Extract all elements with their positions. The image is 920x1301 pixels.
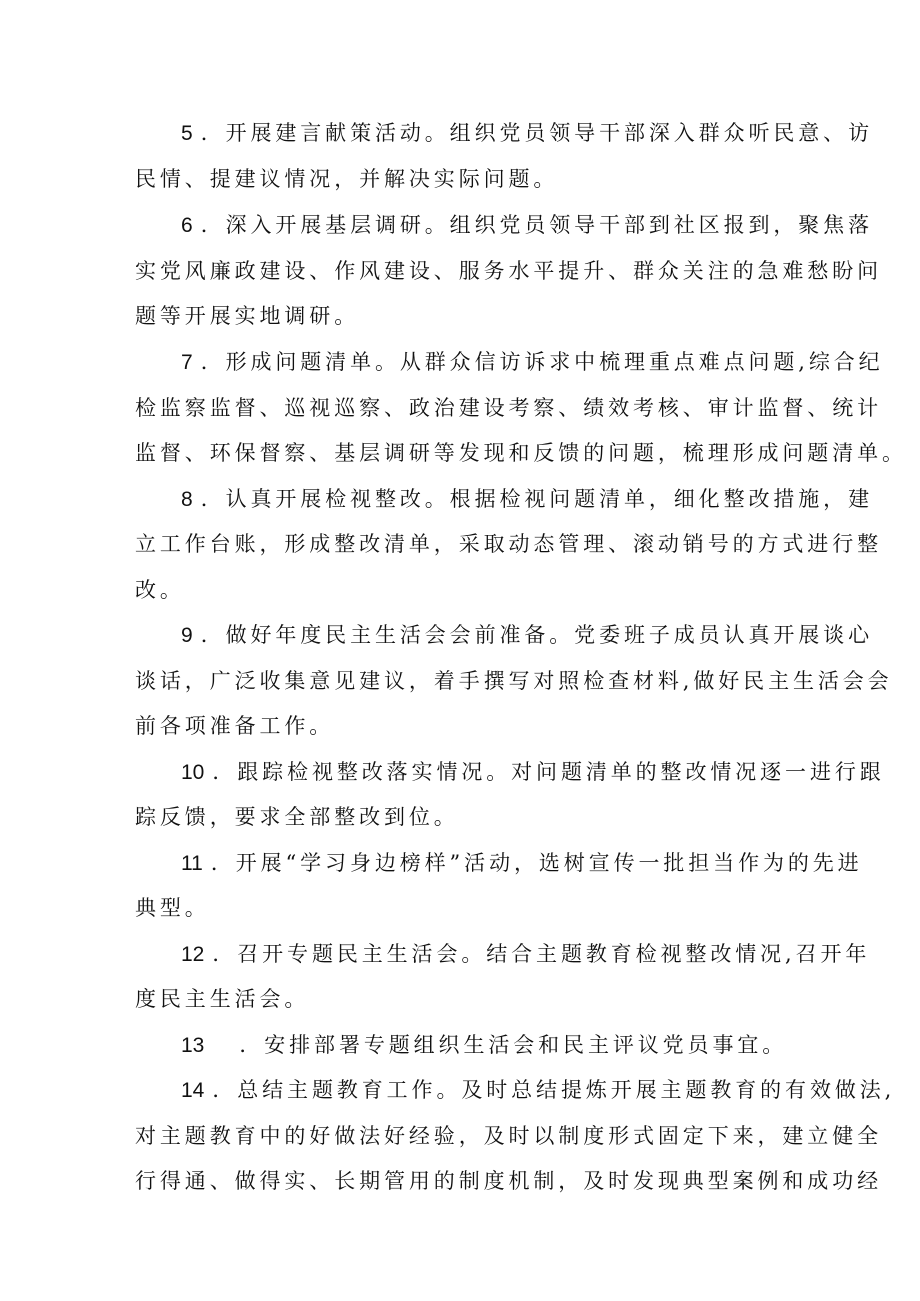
item-number: 14 xyxy=(181,1079,205,1102)
item-text: ．认真开展检视整改。根据检视问题清单，细化整改措施，建 xyxy=(200,487,873,511)
item-text: 题等开展实地调研。 xyxy=(135,304,360,328)
item-text: 民情、提建议情况，并解决实际问题。 xyxy=(135,167,559,191)
item-text: ．开展建言献策活动。组织党员领导干部深入群众听民意、访 xyxy=(200,121,873,145)
item-text: ．总结主题教育工作。及时总结提炼开展主题教育的有效做法, xyxy=(212,1078,896,1102)
item-text: ．召开专题民主生活会。结合主题教育检视整改情况,召开年 xyxy=(212,942,871,966)
item-text: 行得通、做得实、长期管用的制度机制，及时发现典型案例和成功经 xyxy=(135,1169,882,1193)
item-text: ．开展“学习身边榜样”活动，选树宣传一批担当作为的先进 xyxy=(210,851,863,875)
item-text: 对主题教育中的好做法好经验，及时以制度形式固定下来，建立健全 xyxy=(135,1124,882,1148)
item-text: 谈话，广泛收集意见建议，着手撰写对照检查材料,做好民主生活会会 xyxy=(135,669,893,693)
item-number: 7 xyxy=(181,351,193,374)
item-11-line-1 xyxy=(0,843,920,883)
item-12-line-2 xyxy=(0,979,920,1019)
item-14-line-3 xyxy=(0,1161,920,1201)
item-number: 12 xyxy=(181,943,205,966)
item-10-line-1 xyxy=(0,752,920,792)
item-text: 踪反馈，要求全部整改到位。 xyxy=(135,805,459,829)
item-number: 6 xyxy=(181,214,193,237)
item-number: 9 xyxy=(181,624,193,647)
item-text: ．深入开展基层调研。组织党员领导干部到社区报到，聚焦落 xyxy=(200,213,873,237)
item-13-line-1 xyxy=(0,1025,920,1065)
item-14-line-2 xyxy=(0,1116,920,1156)
item-text: ．形成问题清单。从群众信访诉求中梳理重点难点问题,综合纪 xyxy=(200,350,884,374)
item-text: ．做好年度民主生活会会前准备。党委班子成员认真开展谈心 xyxy=(200,623,873,647)
item-text: 立工作台账，形成整改清单，采取动态管理、滚动销号的方式进行整 xyxy=(135,532,882,556)
item-8-line-3 xyxy=(0,570,920,610)
item-12-line-1 xyxy=(0,934,920,974)
item-text: 改。 xyxy=(135,578,185,602)
item-text: ．安排部署专题组织生活会和民主评议党员事宜。 xyxy=(239,1033,788,1057)
item-9-line-3 xyxy=(0,706,920,746)
item-number: 8 xyxy=(181,488,193,511)
item-number: 10 xyxy=(181,761,205,784)
item-number: 11 xyxy=(181,852,203,875)
item-8-line-1 xyxy=(0,479,920,519)
item-10-line-2 xyxy=(0,797,920,837)
item-number: 5 xyxy=(181,122,193,145)
item-text: 度民主生活会。 xyxy=(135,987,310,1011)
item-number: 13 xyxy=(181,1034,205,1057)
item-6-line-2 xyxy=(0,251,920,291)
item-6-line-3 xyxy=(0,296,920,336)
item-8-line-2 xyxy=(0,524,920,564)
item-7-line-1 xyxy=(0,342,920,382)
item-11-line-2 xyxy=(0,888,920,928)
item-7-line-3 xyxy=(0,433,920,473)
item-5-line-2 xyxy=(0,159,920,199)
item-14-line-1 xyxy=(0,1070,920,1110)
item-text: 典型。 xyxy=(135,896,210,920)
item-text: 检监察监督、巡视巡察、政治建设考察、绩效考核、审计监督、统计 xyxy=(135,396,882,420)
item-9-line-1 xyxy=(0,615,920,655)
item-text: ．跟踪检视整改落实情况。对问题清单的整改情况逐一进行跟 xyxy=(212,760,885,784)
item-6-line-1 xyxy=(0,205,920,245)
item-5-line-1 xyxy=(0,113,920,153)
item-text: 实党风廉政建设、作风建设、服务水平提升、群众关注的急难愁盼问 xyxy=(135,259,882,283)
item-7-line-2 xyxy=(0,388,920,428)
item-9-line-2 xyxy=(0,661,920,701)
item-text: 前各项准备工作。 xyxy=(135,714,335,738)
item-text: 监督、环保督察、基层调研等发现和反馈的问题，梳理形成问题清单。 xyxy=(135,441,907,465)
